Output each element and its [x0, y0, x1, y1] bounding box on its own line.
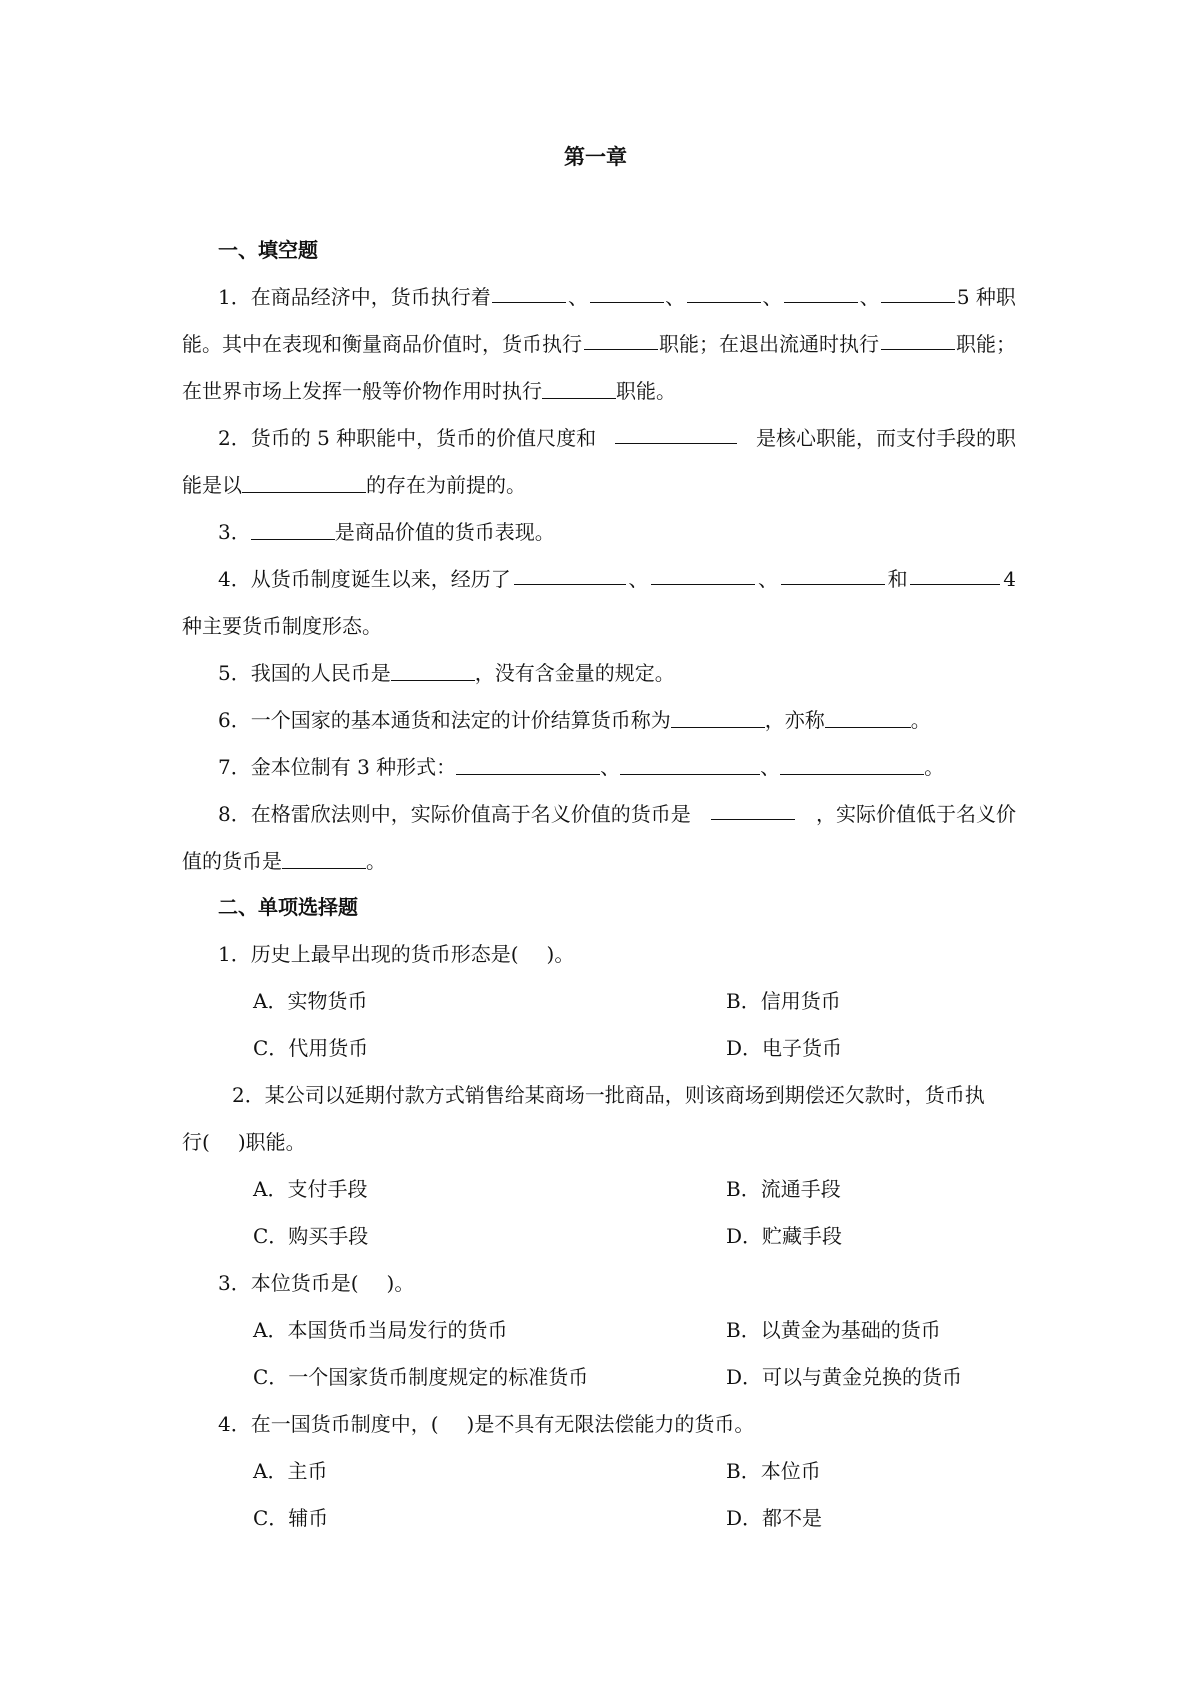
- answer-blank[interactable]: [590, 282, 664, 303]
- fill-q8-line2: 值的货币是 。: [182, 849, 386, 873]
- mcq-q4: 4．在一国货币制度中，( )是不具有无限法偿能力的货币。: [218, 1412, 755, 1436]
- answer-blank[interactable]: [391, 660, 475, 681]
- mcq-q2-option-a[interactable]: A．支付手段: [253, 1177, 368, 1201]
- answer-blank[interactable]: [781, 564, 885, 585]
- mcq-q1-option-b[interactable]: B．信用货币: [726, 989, 841, 1013]
- answer-blank[interactable]: [282, 848, 366, 869]
- chapter-title: 第一章: [564, 144, 627, 169]
- answer-blank[interactable]: [456, 754, 600, 775]
- answer-blank[interactable]: [615, 423, 737, 444]
- mcq-q2-line1: 2．某公司以延期付款方式销售给某商场一批商品，则该商场到期偿还欠款时，货币执: [232, 1083, 985, 1107]
- answer-blank[interactable]: [514, 564, 626, 585]
- section-heading-single-choice: 二、单项选择题: [218, 895, 358, 919]
- answer-blank[interactable]: [584, 329, 658, 350]
- mcq-q4-option-b[interactable]: B．本位币: [726, 1459, 821, 1483]
- answer-blank[interactable]: [542, 378, 616, 399]
- mcq-q3-option-d[interactable]: D．可以与黄金兑换的货币: [726, 1365, 963, 1389]
- mcq-q2-option-b[interactable]: B．流通手段: [726, 1177, 841, 1201]
- mcq-q1-option-d[interactable]: D．电子货币: [726, 1036, 843, 1060]
- mcq-q1: 1．历史上最早出现的货币形态是( )。: [218, 942, 575, 966]
- answer-blank[interactable]: [784, 282, 858, 303]
- answer-blank[interactable]: [242, 472, 366, 493]
- mcq-q4-option-a[interactable]: A．主币: [253, 1459, 328, 1483]
- answer-blank[interactable]: [620, 754, 760, 775]
- fill-q6: 6．一个国家的基本通货和法定的计价结算货币称为 ，亦称 。: [218, 708, 931, 732]
- mcq-q4-option-c[interactable]: C．辅币: [253, 1506, 329, 1530]
- answer-blank[interactable]: [910, 564, 1000, 585]
- mcq-q1-option-c[interactable]: C．代用货币: [253, 1036, 369, 1060]
- answer-blank[interactable]: [671, 707, 765, 728]
- mcq-q3-option-b[interactable]: B．以黄金为基础的货币: [726, 1318, 941, 1342]
- fill-q1-line1: 1．在商品经济中，货币执行着 、 、 、 、 5 种职: [218, 282, 1016, 312]
- mcq-q2-option-c[interactable]: C．购买手段: [253, 1224, 369, 1248]
- section-heading-fill-in: 一、填空题: [218, 238, 318, 262]
- mcq-q4-option-d[interactable]: D．都不是: [726, 1506, 823, 1530]
- answer-blank[interactable]: [711, 799, 795, 820]
- fill-q8-line1: 8．在格雷欣法则中，实际价值高于名义价值的货币是 ，实际价值低于名义价: [218, 799, 1016, 829]
- fill-q4-line2: 种主要货币制度形态。: [182, 614, 382, 638]
- answer-blank[interactable]: [825, 707, 911, 728]
- answer-blank[interactable]: [492, 282, 566, 303]
- mcq-q3-option-c[interactable]: C．一个国家货币制度规定的标准货币: [253, 1365, 589, 1389]
- fill-q2-line1: 2．货币的 5 种职能中，货币的价值尺度和 是核心职能，而支付手段的职: [218, 423, 1016, 453]
- answer-blank[interactable]: [251, 519, 335, 540]
- fill-q7: 7．金本位制有 3 种形式： 、 、 。: [218, 755, 945, 779]
- mcq-q3-option-a[interactable]: A．本国货币当局发行的货币: [253, 1318, 508, 1342]
- answer-blank[interactable]: [651, 564, 755, 585]
- fill-q2-line2: 能是以 的存在为前提的。: [182, 473, 526, 497]
- fill-q3: 3． 是商品价值的货币表现。: [218, 520, 555, 544]
- answer-blank[interactable]: [687, 282, 761, 303]
- mcq-q2-line2: 行( )职能。: [182, 1130, 306, 1154]
- mcq-q3: 3．本位货币是( )。: [218, 1271, 415, 1295]
- answer-blank[interactable]: [881, 329, 955, 350]
- fill-q4-line1: 4．从货币制度诞生以来，经历了 、 、 和 4: [218, 564, 1016, 594]
- fill-q5: 5．我国的人民币是 ，没有含金量的规定。: [218, 661, 675, 685]
- fill-q1-line3: 在世界市场上发挥一般等价物作用时执行 职能。: [182, 379, 676, 403]
- answer-blank[interactable]: [881, 282, 955, 303]
- answer-blank[interactable]: [780, 754, 924, 775]
- mcq-q1-option-a[interactable]: A．实物货币: [253, 989, 368, 1013]
- fill-q1-line2: 能。其中在表现和衡量商品价值时，货币执行 职能；在退出流通时执行 职能；: [182, 329, 1016, 359]
- mcq-q2-option-d[interactable]: D．贮藏手段: [726, 1224, 843, 1248]
